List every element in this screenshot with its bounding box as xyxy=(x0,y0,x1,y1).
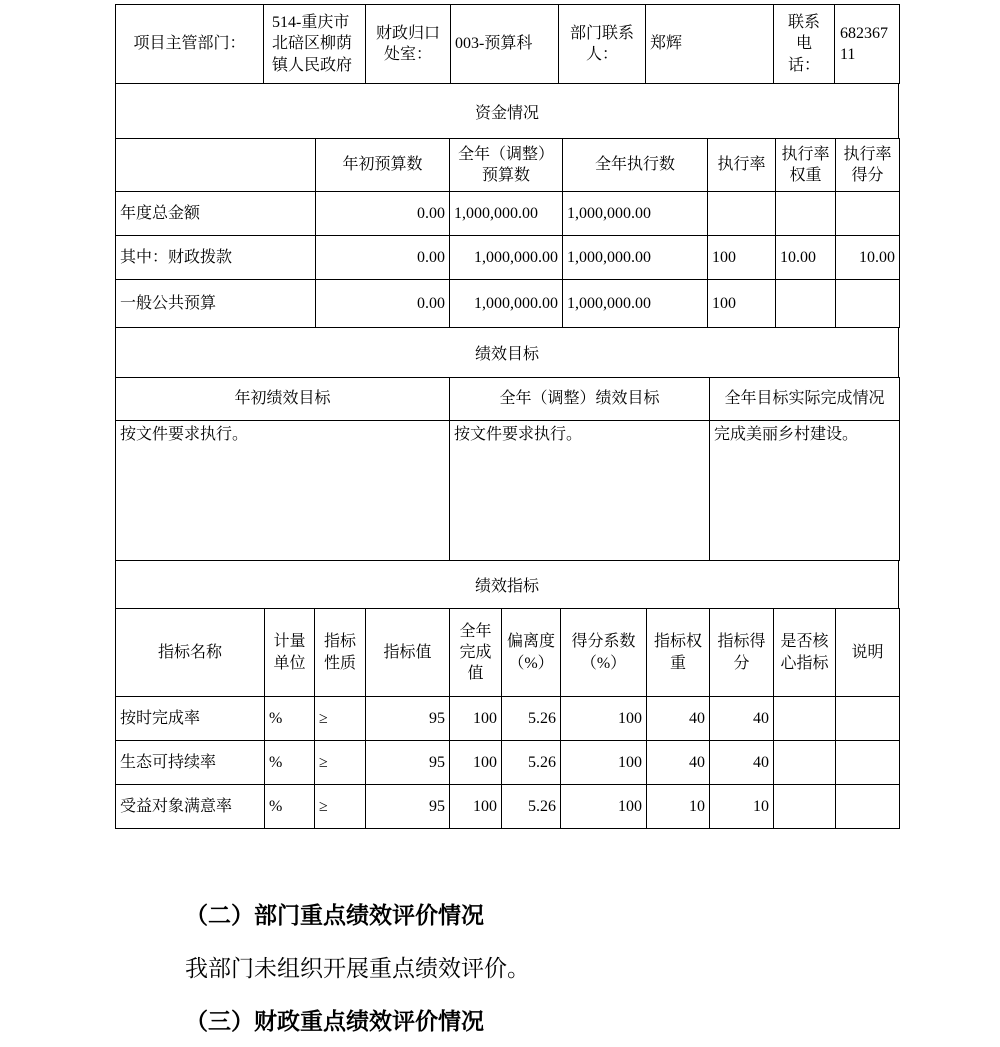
goal-actual: 完成美丽乡村建设。 xyxy=(710,421,900,561)
project-info-table xyxy=(115,4,900,84)
row-label: 其中：财政拨款 xyxy=(116,236,316,280)
column-header: 全年完成值 xyxy=(450,609,502,697)
table-cell: 100 xyxy=(708,280,776,328)
table-cell xyxy=(774,785,836,829)
table-cell: 40 xyxy=(647,741,710,785)
goal-adjusted: 按文件要求执行。 xyxy=(450,421,710,561)
table-cell xyxy=(836,741,900,785)
table-row xyxy=(116,609,900,697)
dept-label: 项目主管部门： xyxy=(116,5,264,84)
column-header: 指标权重 xyxy=(647,609,710,697)
table-cell xyxy=(774,741,836,785)
section-title-indicators: 绩效指标 xyxy=(115,560,899,609)
table-row xyxy=(116,697,900,741)
column-header: 全年（调整）预算数 xyxy=(450,139,563,192)
column-header: 计量单位 xyxy=(265,609,315,697)
column-header: 指标值 xyxy=(366,609,450,697)
note-heading-2: （二）部门重点绩效评价情况 xyxy=(185,903,484,928)
table-row xyxy=(116,192,900,236)
table-cell: % xyxy=(265,741,315,785)
table-row xyxy=(116,741,900,785)
column-header: 执行率权重 xyxy=(776,139,836,192)
table-cell: 100 xyxy=(450,697,502,741)
column-header xyxy=(116,139,316,192)
column-header: 执行率 xyxy=(708,139,776,192)
section-title-goals: 绩效目标 xyxy=(115,327,899,378)
contact-label: 部门联系人： xyxy=(559,5,646,84)
table-cell: 40 xyxy=(647,697,710,741)
funding-table xyxy=(115,138,900,328)
contact-value: 郑辉 xyxy=(646,5,774,84)
finance-office-value: 003-预算科 xyxy=(451,5,559,84)
column-header: 年初预算数 xyxy=(316,139,450,192)
table-cell: 10.00 xyxy=(836,236,900,280)
column-header: 指标名称 xyxy=(116,609,265,697)
table-cell: 100 xyxy=(708,236,776,280)
column-header: 全年（调整）绩效目标 xyxy=(450,378,710,421)
table-cell: 1,000,000.00 xyxy=(563,280,708,328)
table-cell: 1,000,000.00 xyxy=(563,236,708,280)
finance-office-label: 财政归口处室： xyxy=(366,5,451,84)
table-cell: 100 xyxy=(561,785,647,829)
column-header: 是否核心指标 xyxy=(774,609,836,697)
note-body-2: 我部门未组织开展重点绩效评价。 xyxy=(185,956,530,981)
column-header: 执行率得分 xyxy=(836,139,900,192)
table-cell xyxy=(836,785,900,829)
table-row xyxy=(116,236,900,280)
table-cell: 5.26 xyxy=(502,697,561,741)
goals-table xyxy=(115,377,900,561)
table-cell: 0.00 xyxy=(316,192,450,236)
table-cell: ≥ xyxy=(315,697,366,741)
row-label: 一般公共预算 xyxy=(116,280,316,328)
table-row xyxy=(116,378,900,421)
table-cell: 1,000,000.00 xyxy=(450,280,563,328)
column-header: 得分系数（%） xyxy=(561,609,647,697)
table-cell: 100 xyxy=(450,741,502,785)
row-label: 年度总金额 xyxy=(116,192,316,236)
table-cell: 95 xyxy=(366,785,450,829)
table-row xyxy=(116,139,900,192)
note-heading-3: （三）财政重点绩效评价情况 xyxy=(185,1009,484,1034)
column-header: 全年执行数 xyxy=(563,139,708,192)
dept-value: 514-重庆市北碚区柳荫镇人民政府 xyxy=(264,5,366,84)
table-cell xyxy=(836,697,900,741)
table-cell: 40 xyxy=(710,697,774,741)
indicators-table xyxy=(115,608,900,829)
table-cell xyxy=(836,192,900,236)
table-cell: 100 xyxy=(450,785,502,829)
table-cell: 0.00 xyxy=(316,236,450,280)
table-row xyxy=(116,280,900,328)
performance-evaluation-table xyxy=(115,4,899,829)
table-cell: 95 xyxy=(366,697,450,741)
indicator-name: 生态可持续率 xyxy=(116,741,265,785)
column-header: 说明 xyxy=(836,609,900,697)
table-cell: 10 xyxy=(647,785,710,829)
table-cell: ≥ xyxy=(315,741,366,785)
column-header: 偏离度（%） xyxy=(502,609,561,697)
table-cell: 1,000,000.00 xyxy=(450,192,563,236)
table-cell xyxy=(776,192,836,236)
goal-initial: 按文件要求执行。 xyxy=(116,421,450,561)
table-row xyxy=(116,785,900,829)
table-cell xyxy=(776,280,836,328)
table-cell: 10 xyxy=(710,785,774,829)
table-cell: 10.00 xyxy=(776,236,836,280)
column-header: 全年目标实际完成情况 xyxy=(710,378,900,421)
table-cell xyxy=(774,697,836,741)
phone-label: 联系电话： xyxy=(774,5,835,84)
phone-value: 68236711 xyxy=(835,5,900,84)
indicator-name: 受益对象满意率 xyxy=(116,785,265,829)
table-cell: 1,000,000.00 xyxy=(450,236,563,280)
column-header: 年初绩效目标 xyxy=(116,378,450,421)
column-header: 指标得分 xyxy=(710,609,774,697)
table-cell: % xyxy=(265,697,315,741)
column-header: 指标性质 xyxy=(315,609,366,697)
table-cell: 5.26 xyxy=(502,785,561,829)
table-cell: 95 xyxy=(366,741,450,785)
table-cell: 1,000,000.00 xyxy=(563,192,708,236)
table-cell: 100 xyxy=(561,741,647,785)
table-cell: % xyxy=(265,785,315,829)
table-cell: 0.00 xyxy=(316,280,450,328)
table-cell: ≥ xyxy=(315,785,366,829)
table-row xyxy=(116,5,900,84)
table-cell: 100 xyxy=(561,697,647,741)
section-title-funding: 资金情况 xyxy=(115,83,899,139)
table-cell xyxy=(708,192,776,236)
table-cell: 40 xyxy=(710,741,774,785)
table-row xyxy=(116,421,900,561)
table-cell xyxy=(836,280,900,328)
indicator-name: 按时完成率 xyxy=(116,697,265,741)
table-cell: 5.26 xyxy=(502,741,561,785)
